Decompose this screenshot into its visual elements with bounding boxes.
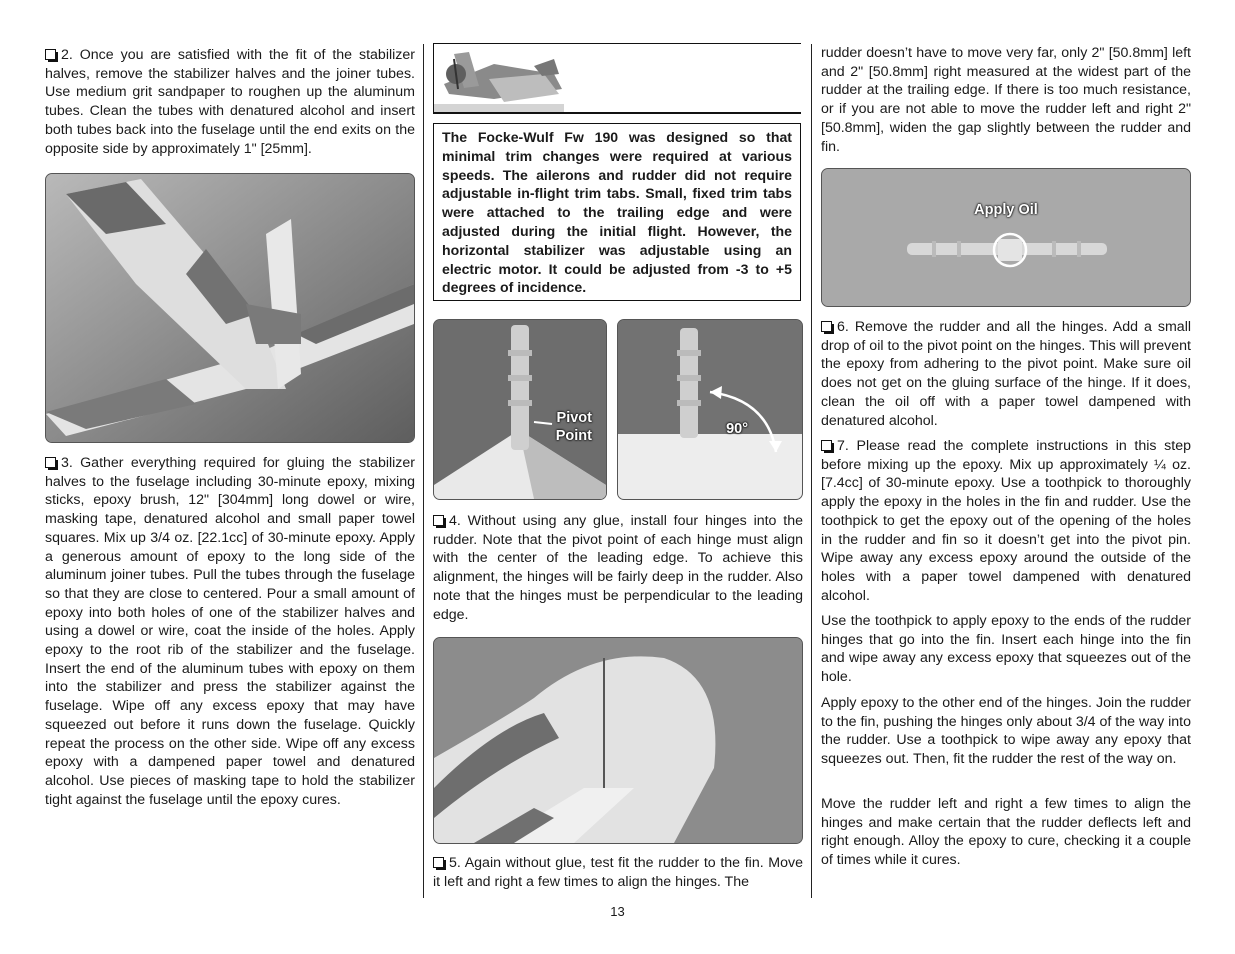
paragraph-b: Apply epoxy to the other end of the hinges. Join the rudder to the fin, pushing the hinges only about 3/4 of the way into the rudder. Use a toothpick to wipe away any epoxy that squeezes out. Then, fit the rudder the rest of the way on. <box>821 695 1191 768</box>
column-divider-1 <box>423 44 424 898</box>
photo-rudder-test-fit <box>433 637 803 844</box>
step-6-block <box>821 318 1191 430</box>
photo-stabilizer-on-fuselage <box>45 173 415 443</box>
page-number: 13 <box>610 904 625 919</box>
step-5-continued-paragraph: rudder doesn’t have to move very far, only 2" [50.8mm] left and 2" [50.8mm] right measured at the widest part of the rudder at the trailing edge. If there is too much resistance, or if you are not able to move the rudder left and right 2" [50.8mm], widen the gap slightly between the rudder and fin. <box>821 45 1191 155</box>
apply-oil-label: Apply Oil <box>974 202 1038 218</box>
step-5-paragraph: 5. Again without glue, test fit the rudder to the fin. Move it left and right a few times to align the hinges. The <box>433 855 803 890</box>
photo-hinge-90-degrees <box>617 319 803 500</box>
sidebar-image-box <box>433 43 801 114</box>
step-6-paragraph: 6. Remove the rudder and all the hinges. Add a small drop of oil to the pivot point on the hinges. This will prevent the epoxy from adhering to the pivot point. Make sure oil does not get on the gluing surface of the hinge. If it does, clean the oil off with a paper towel dampened with denatured alcohol. <box>821 319 1191 429</box>
checkbox-icon[interactable] <box>433 857 444 868</box>
step-3-paragraph: 3. Gather everything required for gluing the stabilizer halves to the fuselage including 30-minute epoxy, mixing sticks, epoxy brush, 12" [304mm] long dowel or wire, masking tape, denatured alcohol and small paper towel squares. Mix up 3/4 oz. [22.1cc] of 30-minute epoxy. Apply a generous amount of epoxy to the long side of the aluminum joiner tubes. Pull the tubes through the fuselage so that they are close to centered. Pour a small amount of epoxy into both holes of one of the stabilizer halves and using a dowel or wire, coat the inside of the holes. Apply epoxy to the root rib of the stabilizer and the fuselage. Insert the end of the aluminum tubes with epoxy on them into the stabilizer and press the stabilizer against the fuselage. Wipe off any excess epoxy that may have squeezed out before it runs down the fuselage. Quickly repeat the process on the other side. Wipe off any excess epoxy with a dampened paper towel and denatured alcohol. Use pieces of masking tape to hold the stabilizer tight against the fuselage until the epoxy cures. <box>45 455 415 808</box>
checkbox-icon[interactable] <box>45 457 56 468</box>
angle-label: 90° <box>726 421 748 437</box>
aircraft-illustration <box>434 44 800 113</box>
step-5-block <box>433 854 803 891</box>
paragraph-c: Move the rudder left and right a few times to align the hinges and make certain that the rudder deflects left and right enough. Alloy the epoxy to cure, checking it a couple of times while it cures. <box>821 796 1191 869</box>
checkbox-icon[interactable] <box>821 440 832 451</box>
paragraph-a-block <box>821 612 1191 687</box>
checkbox-icon[interactable] <box>45 49 56 60</box>
step-2-paragraph: 2. Once you are satisfied with the fit of the stabilizer halves, remove the stabilizer halves and the joiner tubes. Use medium grit sandpaper to roughen up the aluminum tubes. Clean the tubes with denatured alcohol and insert both tubes back into the fuselage until the end exits on the opposite side by approximately 1" [25mm]. <box>45 47 415 157</box>
photo-hinge-pivot-point <box>433 319 607 500</box>
step-4-block <box>433 512 803 624</box>
sidebar-text: The Focke-Wulf Fw 190 was designed so that minimal trim changes were required at various speeds. The ailerons and rudder did not require adjustable in-flight trim tabs. Small, fixed trim tabs were attached to the trailing edge and were adjusted during the initial flight. However, the horizontal stabilizer was adjustable using an electric motor. It could be adjusted from -3 to +5 degrees of incidence. <box>442 129 792 296</box>
step-3-block <box>45 454 415 809</box>
step-4-paragraph: 4. Without using any glue, install four hinges into the rudder. Note that the pivot point of each hinge must align with the center of the leading edge. To achieve this alignment, the hinges will be fairly deep in the rudder. Also note that the hinges must be perpendicular to the leading edge. <box>433 513 803 623</box>
paragraph-b-block <box>821 694 1191 769</box>
step-7-block <box>821 437 1191 605</box>
photo-apply-oil <box>821 168 1191 307</box>
pivot-point-label: Pivot Point <box>555 410 592 444</box>
step-7-paragraph: 7. Please read the complete instructions in this step before mixing up the epoxy. Mix up approximately ¼ oz. [7.4cc] of 30-minute epoxy. Use a toothpick to thoroughly apply the epoxy in the holes in the fin and rudder. Use the toothpick to get the epoxy out of the opening of the holes in the rudder and fin so it doesn’t get into the pivot pin. Wipe away any excess epoxy around the outside of the holes with a paper towel dampened with denatured alcohol. <box>821 438 1191 604</box>
paragraph-c-block <box>821 795 1191 870</box>
sidebar-fact-box <box>433 123 801 301</box>
checkbox-icon[interactable] <box>821 321 832 332</box>
column-divider-2 <box>811 44 812 898</box>
step-5-continued-block <box>821 44 1191 156</box>
column-1 <box>45 46 415 158</box>
checkbox-icon[interactable] <box>433 515 444 526</box>
paragraph-a: Use the toothpick to apply epoxy to the ends of the rudder hinges that go into the fin. Insert each hinge into the fin and wipe away any excess epoxy that squeezes out of the hole. <box>821 613 1191 686</box>
